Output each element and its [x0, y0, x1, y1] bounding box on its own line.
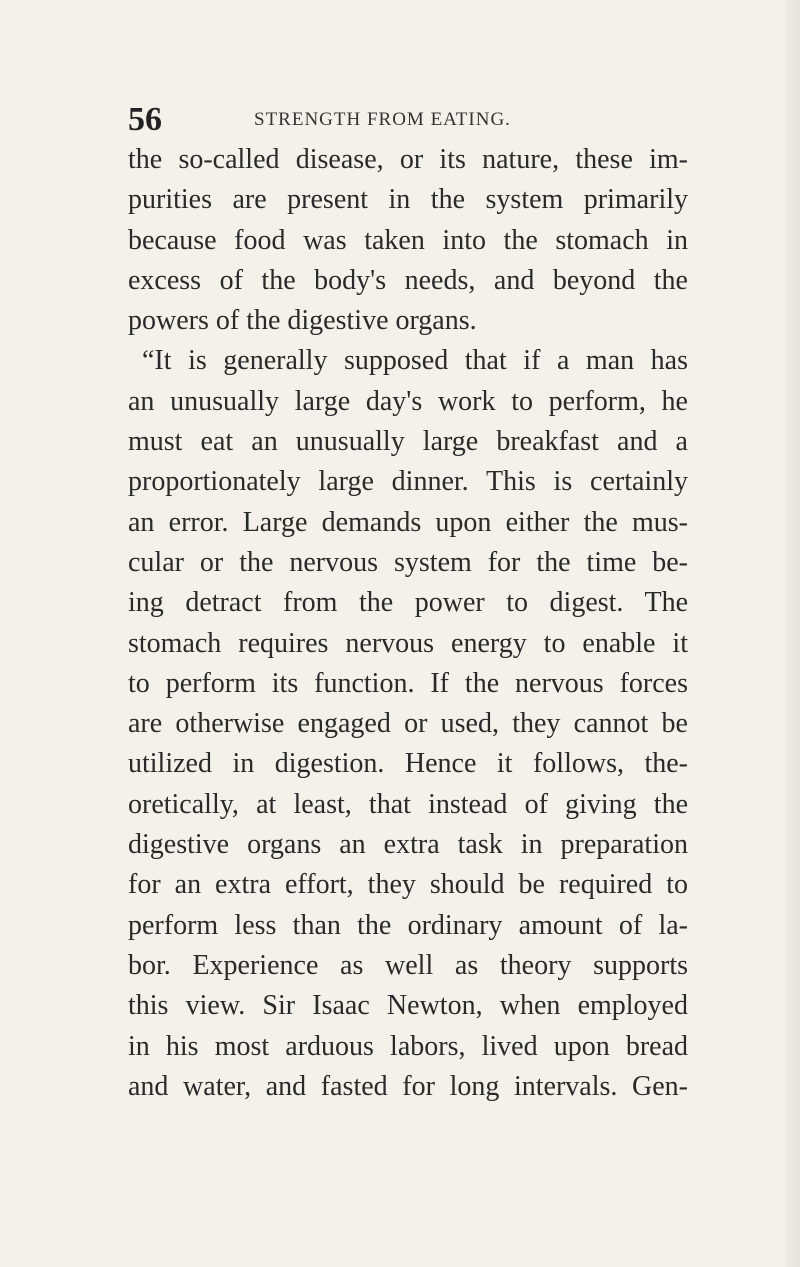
text-line: must eat an unusually large breakfast and a — [128, 426, 688, 458]
text-line: “It is generally supposed that if a man has — [142, 345, 688, 377]
text-line: excess of the body's needs, and beyond the — [128, 264, 688, 296]
text-line: for an extra effort, they should be required to — [128, 869, 688, 901]
text-line: cular or the nervous system for the time be- — [128, 546, 688, 578]
text-line: bor. Experience as well as theory supports — [128, 949, 688, 981]
text-line: purities are present in the system primarily — [128, 184, 688, 216]
text-line: ing detract from the power to digest. The — [128, 587, 688, 619]
page-edge — [786, 0, 800, 1267]
text-line: utilized in digestion. Hence it follows, the- — [128, 748, 688, 780]
text-line: this view. Sir Isaac Newton, when employed — [128, 990, 688, 1022]
text-line: are otherwise engaged or used, they cannot be — [128, 708, 688, 740]
text-line: because food was taken into the stomach in — [128, 224, 688, 256]
text-line: powers of the digestive organs. — [128, 305, 477, 337]
text-line: an unusually large day's work to perform, he — [128, 385, 688, 417]
text-line: oretically, at least, that instead of giving the — [128, 788, 688, 820]
text-line: perform less than the ordinary amount of la- — [128, 909, 688, 941]
body-text — [128, 140, 688, 1107]
text-line: in his most arduous labors, lived upon bread — [128, 1030, 688, 1062]
running-title: STRENGTH FROM EATING. — [254, 109, 511, 130]
running-head — [128, 100, 688, 140]
text-line: digestive organs an extra task in preparation — [128, 829, 688, 861]
text-line: the so-called disease, or its nature, these im- — [128, 144, 688, 175]
text-line: an error. Large demands upon either the mus- — [128, 506, 688, 538]
page-number: 56 — [128, 101, 162, 138]
text-line: to perform its function. If the nervous forces — [128, 667, 688, 699]
text-line: and water, and fasted for long intervals. Gen- — [128, 1070, 688, 1102]
text-line: stomach requires nervous energy to enable it — [128, 627, 688, 659]
text-line: proportionately large dinner. This is certainly — [128, 466, 688, 498]
